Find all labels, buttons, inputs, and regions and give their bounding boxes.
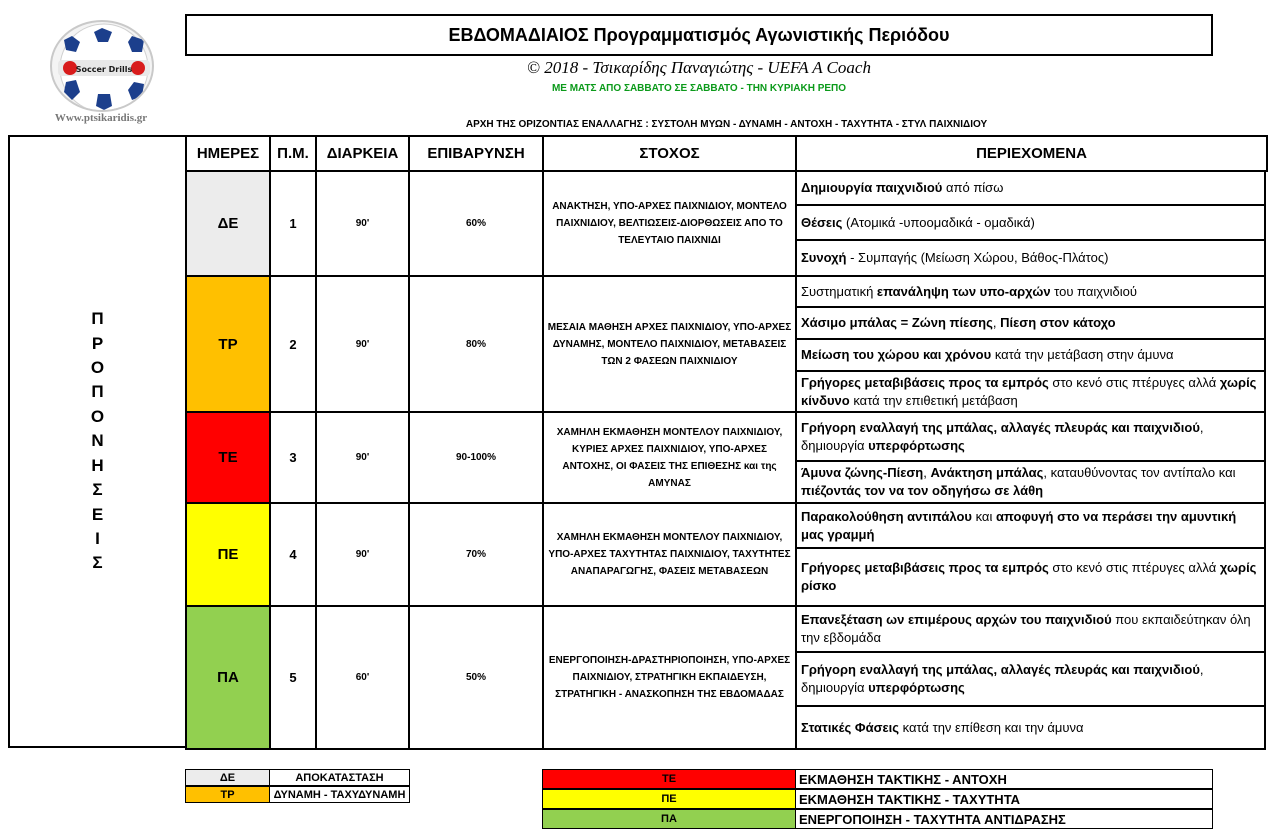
principle-line: ΑΡΧΗ ΤΗΣ ΟΡΙΖΟΝΤΙΑΣ ΕΝΑΛΛΑΓΗΣ : ΣΥΣΤΟΛΗ ΜΥΩΝ - ΔΥΝΑΜΗ - ΑΝΤΟΧΗ - ΤΑΧΥΤΗΤΑ - ΣΤΥΛ ΠΑΙΧΝΙΔΙΟΥ — [465, 119, 988, 130]
content-plain-text: κατά την επιθετική μετάβαση — [849, 392, 1018, 408]
duration-cell: 60' — [315, 605, 410, 750]
vertical-letter: Π — [91, 382, 104, 402]
vertical-letter: Ο — [90, 358, 105, 378]
legend-description: ΕΝΕΡΓΟΠΟΙΗΣΗ - ΤΑΧΥΤΗΤΑ ΑΝΤΙΔΡΑΣΗΣ — [795, 809, 1213, 829]
soccer-drills-logo — [42, 20, 160, 128]
vertical-letter: Σ — [92, 553, 103, 573]
content-plain-text: στο κενό στις πτέρυγες αλλά — [1048, 560, 1220, 575]
page-title: ΕΒΔΟΜΑΔΙΑΙΟΣ Προγραμματισμός Αγωνιστικής Περιόδου — [185, 14, 1213, 56]
content-text — [801, 179, 1003, 197]
header-pm: Π.Μ. — [269, 135, 317, 172]
duration-cell: 90' — [315, 502, 410, 607]
goal-cell: ΜΕΣΑΙΑ ΜΑΘΗΣΗ ΑΡΧΕΣ ΠΑΙΧΝΙΔΙΟΥ, ΥΠΟ-ΑΡΧΕΣ ΔΥΝΑΜΗΣ, ΜΟΝΤΕΛΟ ΠΑΙΧΝΙΔΙΟΥ, ΜΕΤΑΒΑΣΕΙΣ ΤΩΝ 2 ΦΑΣΕΩΝ ΠΑΙΧΝΙΔΙΟΥ — [542, 275, 797, 413]
vertical-letter: Π — [91, 309, 104, 329]
content-bold-text: Παρακολούθηση αντιπάλου — [801, 508, 972, 524]
pm-cell: 1 — [269, 170, 317, 277]
content-bold-text: Γρήγορη εναλλαγή της μπάλας, αλλαγές πλευράς και παιχνιδιού — [801, 662, 1200, 677]
content-plain-text: κατά την επίθεση και την άμυνα — [899, 719, 1084, 735]
pm-cell: 3 — [269, 411, 317, 504]
content-bold-text: χωρίς κίνδυνο — [801, 374, 1257, 408]
content-plain-text: - Συμπαγής (Μείωση Χώρου, Βάθος-Πλάτος) — [846, 250, 1109, 265]
content-plain-text: που εκπαιδεύτηκαν όλη την εβδομάδα — [801, 612, 1251, 645]
content-text — [801, 419, 1260, 455]
vertical-letter: Ο — [90, 406, 105, 426]
content-plain-text: , δημιουργία — [801, 419, 1204, 453]
header-days: ΗΜΕΡΕΣ — [185, 135, 271, 172]
day-cell: ΤΕ — [185, 411, 271, 504]
legend-description: ΕΚΜΑΘΗΣΗ ΤΑΚΤΙΚΗΣ - ΑΝΤΟΧΗ — [795, 769, 1213, 789]
legend-description: ΕΚΜΑΘΗΣΗ ΤΑΚΤΙΚΗΣ - ΤΑΧΥΤΗΤΑ — [795, 789, 1213, 809]
content-text — [801, 214, 1035, 232]
content-text — [801, 346, 1173, 364]
content-plain-text: , δημιουργία — [801, 662, 1204, 695]
content-text — [801, 464, 1260, 500]
content-item — [795, 239, 1266, 277]
content-bold-text: Συνοχή — [801, 250, 847, 265]
soccer-ball-icon — [50, 20, 154, 112]
header-contents: ΠΕΡΙΕΧΟΜΕΝΑ — [795, 135, 1268, 172]
content-item — [795, 605, 1266, 653]
content-item — [795, 705, 1266, 750]
vertical-letter: Ρ — [91, 333, 104, 353]
day-cell: ΔΕ — [185, 170, 271, 277]
day-cell: ΠΕ — [185, 502, 271, 607]
content-text — [801, 719, 1084, 737]
load-cell: 60% — [408, 170, 544, 277]
legend-day: ΠΕ — [542, 789, 796, 809]
schedule-note: ΜΕ ΜΑΤΣ ΑΠΟ ΣΑΒΒΑΤΟ ΣΕ ΣΑΒΒΑΤΟ - ΤΗΝ ΚΥΡΙΑΚΗ ΡΕΠΟ — [551, 83, 847, 94]
header-goal: ΣΤΟΧΟΣ — [542, 135, 797, 172]
content-item — [795, 547, 1266, 607]
content-bold-text: Δημιουργία παιχνιδιού — [801, 180, 943, 195]
training-vertical-label — [8, 135, 187, 748]
content-text — [801, 661, 1260, 697]
legend-day: ΤΡ — [185, 786, 270, 803]
content-plain-text: , — [923, 465, 931, 480]
legend-description: ΑΠΟΚΑΤΑΣΤΑΣΗ — [269, 769, 410, 786]
content-text — [801, 249, 1108, 267]
pm-cell: 5 — [269, 605, 317, 750]
content-plain-text: κατά την μετάβαση στην άμυνα — [991, 347, 1174, 362]
content-item — [795, 306, 1266, 340]
legend-description: ΔΥΝΑΜΗ - ΤΑΧΥΔΥΝΑΜΗ — [269, 786, 410, 803]
day-cell: ΤΡ — [185, 275, 271, 413]
content-bold-text: Θέσεις — [801, 214, 843, 230]
content-bold-text: Άμυνα ζώνης-Πίεση — [801, 465, 924, 480]
content-bold-text: Στατικές Φάσεις — [801, 719, 900, 735]
content-item — [795, 460, 1266, 504]
load-cell: 50% — [408, 605, 544, 750]
content-bold-text: χωρίς ρίσκο — [801, 560, 1257, 593]
content-bold-text: Γρήγορη εναλλαγή της μπάλας, αλλαγές πλευράς και παιχνιδιού — [801, 419, 1200, 435]
legend-day: ΤΕ — [542, 769, 796, 789]
pm-cell: 2 — [269, 275, 317, 413]
content-bold-text: πιέζοντάς τον να τον οδηγήσω σε λάθη — [801, 483, 1044, 498]
content-item — [795, 204, 1266, 241]
content-bold-text: Γρήγορες μεταβιβάσεις προς τα εμπρός — [801, 374, 1049, 390]
content-bold-text: Πίεση στον κάτοχο — [1000, 315, 1116, 330]
content-bold-text: Γρήγορες μεταβιβάσεις προς τα εμπρός — [801, 560, 1049, 575]
vertical-letter: Ι — [95, 528, 100, 548]
author-line: © 2018 - Τσικαρίδης Παναγιώτης - UEFA A Coach — [527, 58, 871, 77]
content-plain-text: του παιχνιδιού — [1050, 283, 1137, 299]
pm-cell: 4 — [269, 502, 317, 607]
content-plain-text: και — [971, 508, 996, 524]
content-text — [801, 559, 1260, 595]
content-plain-text: (Ατομικά -υποομαδικά - ομαδικά) — [842, 214, 1035, 230]
vertical-letter: Ν — [91, 431, 104, 451]
duration-cell: 90' — [315, 170, 410, 277]
content-plain-text: στο κενό στις πτέρυγες αλλά — [1048, 374, 1220, 390]
header-load: ΕΠΙΒΑΡΥΝΣΗ — [408, 135, 544, 172]
load-cell: 70% — [408, 502, 544, 607]
content-item — [795, 170, 1266, 206]
day-cell: ΠΑ — [185, 605, 271, 750]
content-item — [795, 370, 1266, 413]
content-bold-text: Ανάκτηση μπάλας — [930, 465, 1044, 480]
load-cell: 90-100% — [408, 411, 544, 504]
load-cell: 80% — [408, 275, 544, 413]
duration-cell: 90' — [315, 411, 410, 504]
content-item — [795, 651, 1266, 707]
content-item — [795, 411, 1266, 462]
content-bold-text: επανάληψη των υπο-αρχών — [876, 283, 1051, 299]
content-plain-text: , καταυθύνοντας τον αντίπαλο και — [1043, 465, 1236, 480]
vertical-letter: Ε — [91, 504, 104, 524]
goal-cell: ΕΝΕΡΓΟΠΟΙΗΣΗ-ΔΡΑΣΤΗΡΙΟΠΟΙΗΣΗ, ΥΠΟ-ΑΡΧΕΣ ΠΑΙΧΝΙΔΙΟΥ, ΣΤΡΑΤΗΓΙΚΗ ΕΚΠΑΙΔΕΥΣΗ, ΣΤΡΑΤΗΓΙΚΗ - ΑΝΑΣΚΟΠΗΣΗ ΤΗΣ ΕΒΔΟΜΑΔΑΣ — [542, 605, 797, 750]
legend-day: ΠΑ — [542, 809, 796, 829]
content-bold-text: αποφυγή στο να περάσει την αμυντική μας γραμμή — [801, 508, 1237, 542]
logo-brand-text: Soccer Drills — [75, 65, 133, 74]
content-bold-text: υπερφόρτωσης — [868, 437, 965, 453]
content-plain-text: , — [992, 315, 1001, 330]
content-item — [795, 338, 1266, 372]
content-text — [801, 611, 1260, 647]
header-duration: ΔΙΑΡΚΕΙΑ — [315, 135, 410, 172]
vertical-letter: Σ — [92, 480, 103, 500]
legend-day: ΔΕ — [185, 769, 270, 786]
goal-cell: ΑΝΑΚΤΗΣΗ, ΥΠΟ-ΑΡΧΕΣ ΠΑΙΧΝΙΔΙΟΥ, ΜΟΝΤΕΛΟ ΠΑΙΧΝΙΔΙΟΥ, ΒΕΛΤΙΩΣΕΙΣ-ΔΙΟΡΘΩΣΕΙΣ ΑΠΟ ΤΟ ΤΕΛΕΥΤΑΙΟ ΠΑΙΧΝΙΔΙ — [542, 170, 797, 277]
content-text — [801, 283, 1137, 301]
content-text — [801, 374, 1260, 410]
content-item — [795, 502, 1266, 549]
content-bold-text: Επανεξέταση ων επιμέρους αρχών του παιχνιδιού — [801, 612, 1112, 627]
content-plain-text: Συστηματική — [801, 283, 877, 299]
logo-website: Www.ptsikaridis.gr — [54, 112, 148, 124]
content-item — [795, 275, 1266, 308]
content-bold-text: υπερφόρτωσης — [868, 680, 965, 695]
duration-cell: 90' — [315, 275, 410, 413]
content-bold-text: Μείωση του χώρου και χρόνου — [801, 347, 992, 362]
content-bold-text: Χάσιμο μπάλας = Ζώνη πίεσης — [801, 315, 993, 330]
goal-cell: ΧΑΜΗΛΗ ΕΚΜΑΘΗΣΗ ΜΟΝΤΕΛΟΥ ΠΑΙΧΝΙΔΙΟΥ, ΥΠΟ-ΑΡΧΕΣ ΤΑΧΥΤΗΤΑΣ ΠΑΙΧΝΙΔΙΟΥ, ΤΑΧΥΤΗΤΕΣ ΑΝΑΠΑΡΑΓΩΓΗΣ, ΦΑΣΕΙΣ ΜΕΤΑΒΑΣΕΩΝ — [542, 502, 797, 607]
goal-cell: ΧΑΜΗΛΗ ΕΚΜΑΘΗΣΗ ΜΟΝΤΕΛΟΥ ΠΑΙΧΝΙΔΙΟΥ, ΚΥΡΙΕΣ ΑΡΧΕΣ ΠΑΙΧΝΙΔΙΟΥ, ΥΠΟ-ΑΡΧΕΣ ΑΝΤΟΧΗΣ, ΟΙ ΦΑΣΕΙΣ ΤΗΣ ΕΠΙΘΕΣΗΣ και της ΑΜΥΝΑΣ — [542, 411, 797, 504]
content-text — [801, 314, 1116, 332]
content-text — [801, 508, 1260, 544]
content-plain-text: από πίσω — [942, 180, 1004, 195]
vertical-letter: Η — [91, 455, 104, 475]
